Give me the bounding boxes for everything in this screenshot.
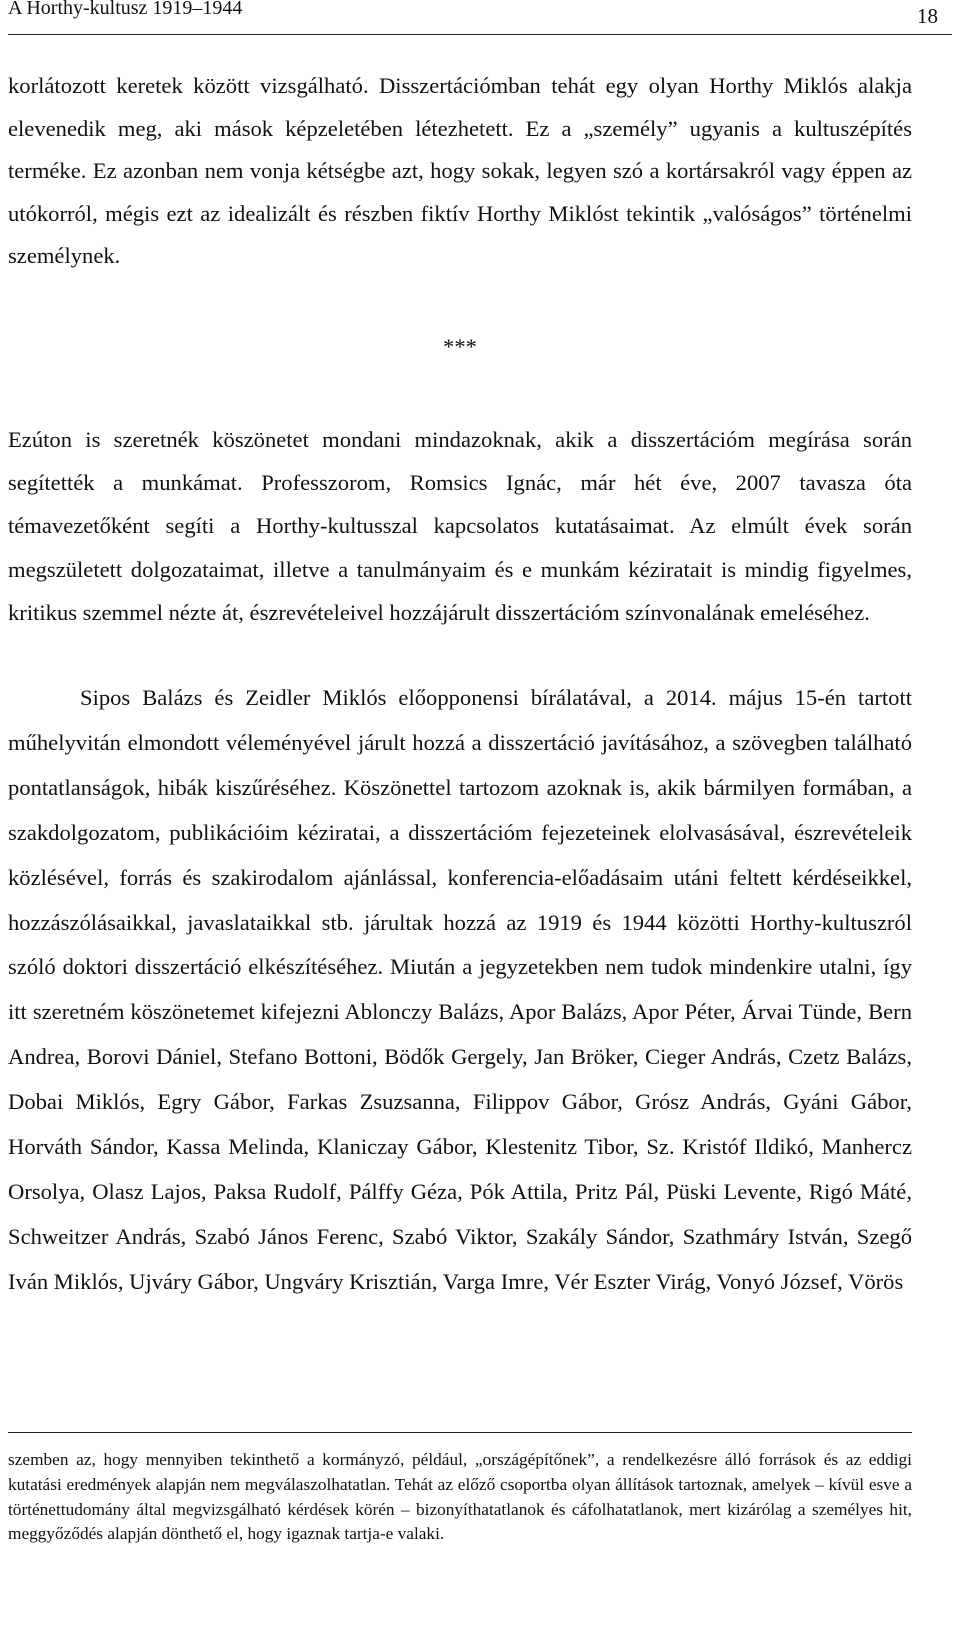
- running-title: A Horthy-kultusz 1919–1944: [8, 0, 243, 19]
- paragraph-acknowledgement-2: Sipos Balázs és Zeidler Miklós előopponensi bírálatával, a 2014. május 15-én tartott műhelyvitán elmondott véleményével járult hozzá a disszertáció javításához, a szövegben található pontatlanságok, hibák kiszűréséhez. Köszönettel tartozom azoknak is, akik bármilyen formában, a szakdolgozatom, publikációim kéziratai, a disszertációm fejezeteinek elolvasásával, észrevételeik közlésével, forrás és szakirodalom ajánlással, konferencia-előadásaim utáni feltett kérdéseikkel, hozzászólásaikkal, javaslataikkal stb. járultak hozzá az 1919 és 1944 közötti Horthy-kultuszról szóló doktori disszertáció elkészítéséhez. Miután a jegyzetekben nem tudok mindenkire utalni, így itt szeretném köszönetemet kifejezni Ablonczy Balázs, Apor Balázs, Apor Péter, Árvai Tünde, Bern Andrea, Borovi Dániel, Stefano Bottoni, Bödők Gergely, Jan Bröker, Cieger András, Czetz Balázs, Dobai Miklós, Egry Gábor, Farkas Zsuzsanna, Filippov Gábor, Grósz András, Gyáni Gábor, Horváth Sándor, Kassa Melinda, Klaniczay Gábor, Klestenitz Tibor, Sz. Kristóf Ildikó, Manhercz Orsolya, Olasz Lajos, Paksa Rudolf, Pálffy Géza, Pók Attila, Pritz Pál, Püski Levente, Rigó Máté, Schweitzer András, Szabó János Ferenc, Szabó Viktor, Szakály Sándor, Szathmáry István, Szegő Iván Miklós, Ujváry Gábor, Ungváry Krisztián, Varga Imre, Vér Eszter Virág, Vonyó József, Vörös: [8, 685, 912, 1294]
- page-number: 18: [917, 4, 938, 28]
- paragraph-continuation: korlátozott keretek között vizsgálható. Disszertációmban tehát egy olyan Horthy Miklós alakja elevenedik meg, aki mások képzeletében létezhetett. Ez a „személy” ugyanis a kultuszépítés terméke. Ez azonban nem vonja kétségbe azt, hogy sokak, legyen szó a kortársakról vagy éppen az utókorról, mégis ezt az idealizált és részben fiktív Horthy Miklóst tekintik „valóságos” történelmi személynek.: [8, 73, 912, 268]
- paragraph-acknowledgement-1: Ezúton is szeretnék köszönetet mondani mindazoknak, akik a disszertációm megírása során segítették a munkámat. Professzorom, Romsics Ignác, már hét éve, 2007 tavasza óta témavezetőként segíti a Horthy-kultusszal kapcsolatos kutatásaimat. Az elmúlt évek során megszületett dolgozataimat, illetve a tanulmányaim és e munkám kéziratait is mindig figyelmes, kritikus szemmel nézte át, észrevételeivel hozzájárult disszertációm színvonalának emeléséhez.: [8, 427, 912, 625]
- footnote-text: szemben az, hogy mennyiben tekinthető a kormányzó, például, „országépítőnek”, a rendelkezésre álló források és az eddigi kutatási eredmények alapján nem megválaszolhatatlan. Tehát az előző csoportba olyan állítások tartoznak, amelyek – kívül esve a történettudomány által megvizsgálható kérdések körén – bizonyíthatatlanok és cáfolhatatlanok, mert kizárólag a személyes hit, meggyőződés alapján dönthető el, hogy igaznak tartja-e valaki.: [8, 1450, 912, 1544]
- footnote-divider: [8, 1432, 912, 1433]
- running-header: [8, 0, 952, 35]
- section-separator: ***: [443, 334, 477, 359]
